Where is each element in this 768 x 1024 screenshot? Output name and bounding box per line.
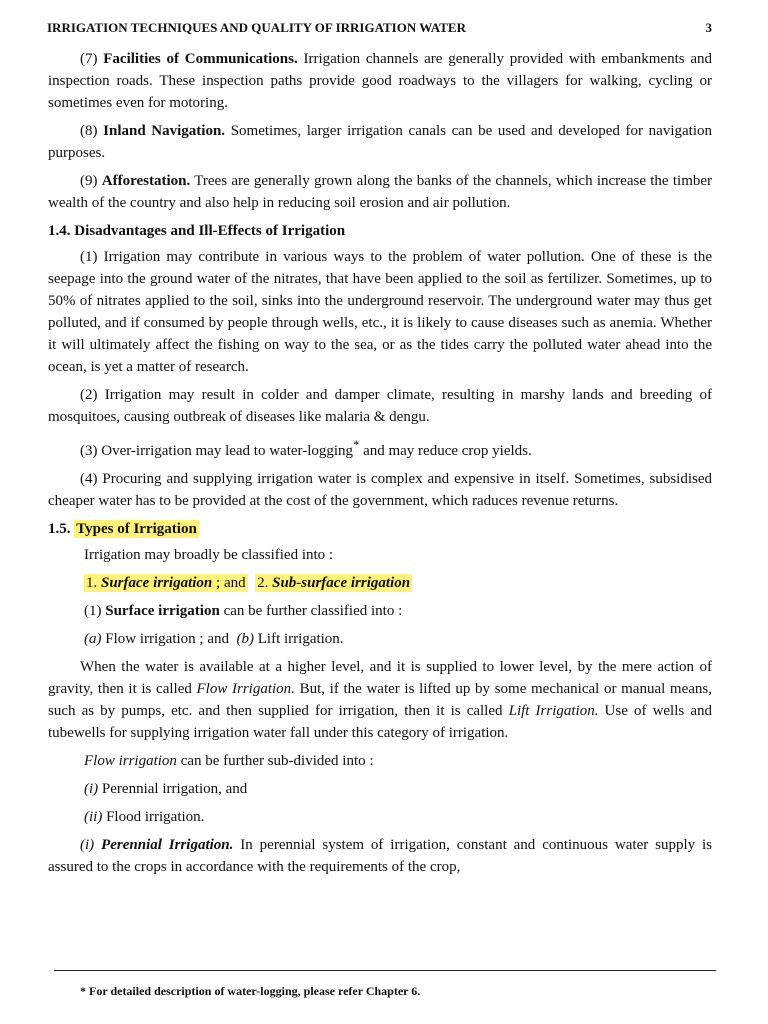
flow-subdivision-intro: Flow irrigation can be further sub-divided into : <box>84 753 374 769</box>
highlighted-subsurface-irrigation: 2. Sub-surface irrigation <box>257 575 411 591</box>
classification-line <box>48 572 712 594</box>
disadvantage-item-3: (3) Over-irrigation may lead to water-logging* and may reduce crop yields. <box>80 438 532 459</box>
flow-lift-explanation: When the water is available at a higher level, and it is supplied to lower level, by the mere action of gravity, then it is called Flow Irrigation. But, if the water is lifted up by some mechanical or manual means, such as by pumps, etc. and then supplied for irrigation, then it is called Lift Irrigation. Use of wells and tubewells for supplying irrigation water fall under this category of irrigation. <box>48 659 712 741</box>
paragraph-facilities: (7) Facilities of Communications. Irrigation channels are generally provided with embankments and inspection roads. These inspection paths provide good roadways to the villagers for walking, cycling or sometimes even for motoring. <box>48 51 713 111</box>
footnote-divider <box>54 970 716 971</box>
surface-classification: (1) Surface irrigation can be further classified into : <box>84 603 403 619</box>
section-heading-disadvantages: 1.4. Disadvantages and Ill-Effects of Irrigation <box>48 223 346 239</box>
subdivision-item-perennial: (i) Perennial irrigation, and <box>84 781 248 797</box>
page-number: 3 <box>705 20 712 35</box>
perennial-irrigation-paragraph: (i) Perennial Irrigation. In perennial system of irrigation, constant and continuous water supply is assured to the crops in accordance with the requirements of the crop, <box>48 837 713 875</box>
footnote-text: * For detailed description of water-logging, please refer Chapter 6. <box>80 984 421 998</box>
disadvantage-item-4: (4) Procuring and supplying irrigation water is complex and expensive in itself. Sometimes, subsidised cheaper water has to be provided at the cost of the government, which raduces revenue returns. <box>48 471 712 509</box>
paragraph-afforestation: (9) Afforestation. Trees are generally grown along the banks of the channels, which increase the timber wealth of the country and also help in reducing soil erosion and air pollution. <box>48 173 713 211</box>
running-header <box>47 20 712 36</box>
flow-lift-line: (a) Flow irrigation ; and (b) Lift irrigation. <box>84 631 344 647</box>
disadvantage-item-1: (1) Irrigation may contribute in various ways to the problem of water pollution. One of these is the seepage into the ground water of the nitrates, that have been applied to the soil as fertilizer. Sometimes, up to 50% of nitrates applied to the soil, sinks into the underground reservoir. The underground water may thus get polluted, and if consumed by people through wells, etc., it is likely to cause diseases such as anemia. Whether it will ultimately affect the fishing on way to the sea, or as the tides carry the polluted water ahead into the ocean, is yet a matter of research. <box>48 249 712 375</box>
subdivision-item-flood: (ii) Flood irrigation. <box>84 809 205 825</box>
section-heading-types: 1.5. Types of Irrigation <box>48 521 197 537</box>
types-intro: Irrigation may broadly be classified into : <box>84 547 334 563</box>
term-facilities: Facilities of Communications. <box>103 51 298 67</box>
paragraph-navigation: (8) Inland Navigation. Sometimes, larger irrigation canals can be used and developed for navigation purposes. <box>48 123 713 161</box>
highlighted-surface-irrigation: 1. Surface irrigation ; and <box>86 575 246 591</box>
term-afforestation: Afforestation. <box>101 173 191 189</box>
highlighted-section-title: Types of Irrigation <box>76 521 197 537</box>
term-navigation: Inland Navigation. <box>103 123 226 139</box>
running-title: IRRIGATION TECHNIQUES AND QUALITY OF IRRIGATION WATER <box>47 20 466 35</box>
footnote-marker: * <box>353 438 360 452</box>
disadvantage-item-2: (2) Irrigation may result in colder and damper climate, resulting in marshy lands and breeding of mosquitoes, causing outbreak of diseases like malaria & dengu. <box>48 387 712 425</box>
page-body <box>48 48 712 884</box>
